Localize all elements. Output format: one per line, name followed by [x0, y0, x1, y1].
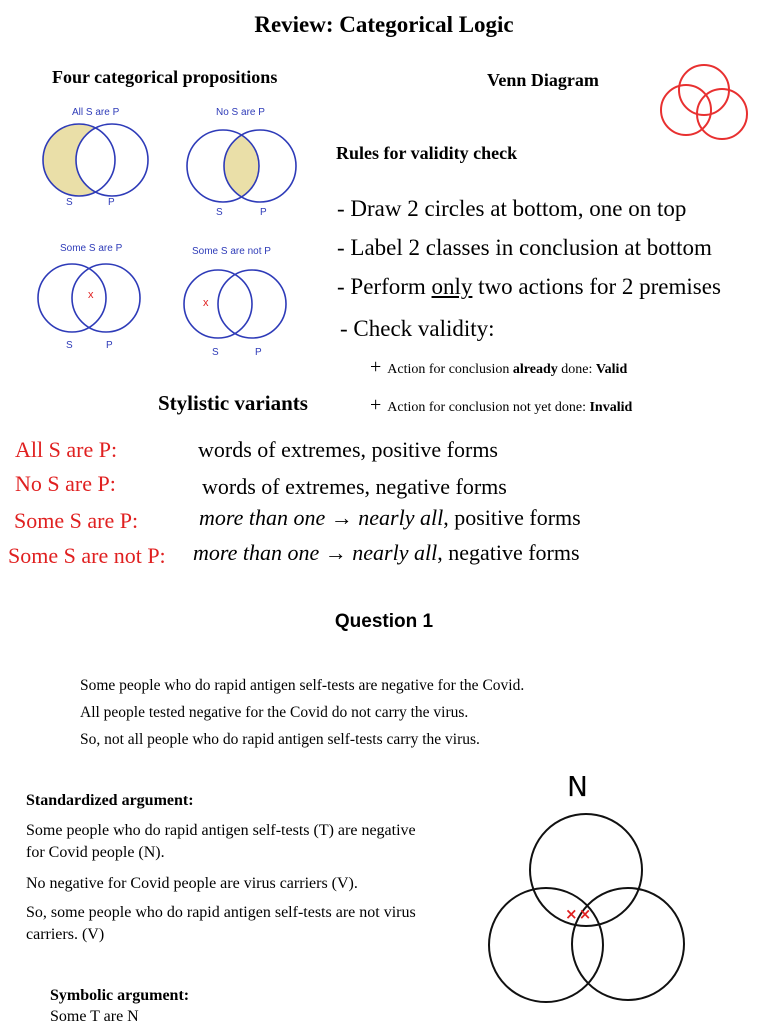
diagram-label-all: All S are P — [72, 107, 120, 118]
variant-label-no: No S are P: — [15, 471, 116, 496]
venn-no-s-are-p — [187, 130, 296, 202]
check-valid-already: already — [512, 362, 558, 377]
standardized-heading: Standardized argument: — [26, 792, 194, 809]
diagram-x-mark-some: x — [88, 289, 94, 301]
rule-perform-pre: - Perform — [337, 274, 432, 299]
rule-label-classes: - Label 2 classes in conclusion at bottom — [337, 235, 712, 260]
check-invalid-pre: Action for conclusion not yet done: — [387, 400, 590, 415]
rule-perform-only: only — [431, 274, 473, 299]
diagram-s-label: S — [216, 207, 223, 218]
rules-heading: Rules for validity check — [336, 143, 518, 163]
variant-rest-some: , positive forms — [443, 505, 581, 530]
stylistic-heading: Stylistic variants — [158, 391, 308, 415]
diagram-p-label: P — [108, 197, 115, 208]
question-line-1: Some people who do rapid antigen self-tests are negative for the Covid. — [80, 677, 525, 694]
variant-italic-some: more than one → nearly all — [199, 505, 444, 530]
standardized-premise-1: Some people who do rapid antigen self-tests (T) are negative for Covid people (N). — [26, 822, 416, 861]
venn-heading: Venn Diagram — [487, 70, 599, 90]
variant-desc-all: words of extremes, positive forms — [198, 437, 498, 462]
symbolic-line-1: Some T are N — [50, 1008, 139, 1025]
rule-check-validity: - Check validity: — [340, 316, 495, 341]
diagram-label-some-not: Some S are not P — [192, 246, 271, 257]
plus-symbol: + — [370, 394, 382, 416]
question-line-3: So, not all people who do rapid antigen self-tests carry the virus. — [80, 731, 480, 748]
diagram-p-label: P — [255, 347, 262, 358]
venn-some-s-are-not-p — [184, 270, 286, 338]
symbolic-heading: Symbolic argument: — [50, 987, 190, 1004]
diagram-p-label: P — [260, 207, 267, 218]
venn-all-s-are-p — [43, 124, 148, 196]
venn-icon-left-circle — [661, 85, 711, 135]
variant-label-some: Some S are P: — [14, 508, 139, 533]
diagram-x-mark-some-not: x — [203, 297, 209, 309]
diagram-label-some: Some S are P — [60, 243, 123, 254]
variant-label-some-not: Some S are not P: — [8, 543, 166, 568]
hand-label-n: N — [567, 770, 588, 803]
page-title: Review: Categorical Logic — [254, 12, 514, 37]
diagram-label-no: No S are P — [216, 107, 265, 118]
standardized-premise-2: No negative for Covid people are virus carriers (V). — [26, 875, 358, 892]
question-heading: Question 1 — [334, 611, 434, 632]
hand-x-marks: × × — [565, 905, 590, 923]
diagram-p-label: P — [106, 340, 113, 351]
venn-some-s-are-p — [38, 264, 140, 332]
variant-label-all: All S are P: — [15, 437, 118, 462]
standardized-conclusion: So, some people who do rapid antigen self-tests are not virus carriers. (V) — [26, 904, 416, 943]
venn-diagram-icon — [661, 65, 747, 139]
variant-italic-some-not: more than one → nearly all — [193, 540, 438, 565]
check-valid-pre: Action for conclusion — [387, 362, 513, 377]
four-props-heading: Four categorical propositions — [52, 67, 278, 87]
variant-desc-no: words of extremes, negative forms — [202, 474, 507, 499]
check-invalid-result: Invalid — [589, 400, 633, 415]
rule-draw-circles: - Draw 2 circles at bottom, one on top — [337, 196, 687, 221]
diagram-s-label: S — [212, 347, 219, 358]
rule-perform-post: two actions for 2 premises — [472, 274, 721, 299]
question-line-2: All people tested negative for the Covid do not carry the virus. — [80, 704, 469, 721]
variant-rest-some-not: , negative forms — [437, 540, 580, 565]
check-valid-mid: done: — [557, 362, 596, 377]
check-valid-result: Valid — [595, 362, 628, 377]
diagram-s-label: S — [66, 340, 73, 351]
diagram-s-label: S — [66, 197, 73, 208]
plus-symbol: + — [370, 356, 382, 378]
